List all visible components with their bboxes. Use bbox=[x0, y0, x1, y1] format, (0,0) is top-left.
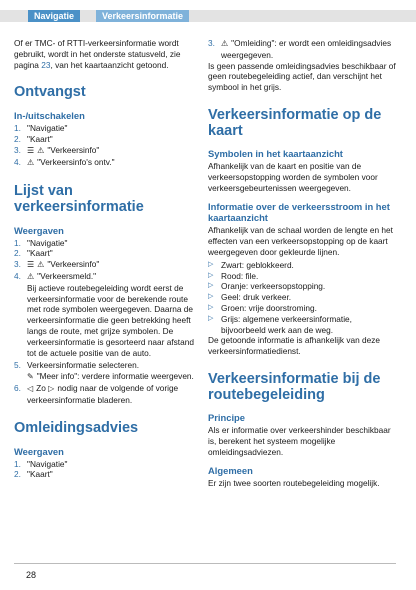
list-item: 2. "Kaart" bbox=[14, 134, 53, 145]
omleiding-steps bbox=[14, 459, 198, 481]
intro-paragraph: Of er TMC- of RTTI-verkeersinformatie wordt gebruikt, wordt in het onderste statusveld, zie pagina 23, van het kaartaanzicht getoond. bbox=[14, 38, 181, 70]
principe-paragraph: Als er informatie over verkeershinder beschikbaar is, berekent het systeem mogelijke omleidingsadviezen. bbox=[208, 424, 391, 457]
section-title-kaart: Verkeersinformatie op de kaart bbox=[208, 106, 382, 139]
list-item: 6. ◁ Zo ▷ nodig naar de volgende of vorige verkeersinformatie bladeren. bbox=[14, 382, 179, 405]
list-item: 5. Verkeersinformatie selecteren. bbox=[14, 360, 140, 371]
list-item: 2. "Kaart" bbox=[14, 248, 53, 259]
subheading-weergaven: Weergaven bbox=[14, 224, 64, 236]
lijst-steps-cont bbox=[14, 360, 198, 371]
previous-icon: ◁ bbox=[27, 383, 34, 393]
colour-legend-list bbox=[208, 260, 396, 336]
traffic-info-icon: ⚠ bbox=[37, 260, 45, 270]
traffic-message-icon: ⚠ bbox=[27, 271, 35, 281]
lijst-steps-end bbox=[14, 383, 198, 406]
info-icon: ✎ bbox=[27, 372, 34, 382]
footer-divider bbox=[14, 563, 396, 564]
list-item: ▷ Zwart: geblokkeerd. bbox=[208, 259, 294, 270]
list-item: ▷ Grijs: algemene verkeersinformatie, bijvoorbeeld werk aan de weg. bbox=[208, 313, 352, 335]
list-item: 3. ☰ ⚠ "Verkeersinfo" bbox=[14, 144, 100, 155]
list-item: 3. ⚠ "Omleiding": er wordt een omleidingsadvies weergegeven. bbox=[208, 38, 392, 60]
meer-info-line: ✎ "Meer info": verdere informatie weergeven. bbox=[27, 371, 194, 382]
list-item: 1. "Navigatie" bbox=[14, 458, 68, 469]
list-item: 4. ⚠ "Verkeersinfo's ontv." bbox=[14, 156, 115, 167]
section-title-ontvangst: Ontvangst bbox=[14, 84, 86, 101]
subheading-verkeersstroom: Informatie over de verkeersstroom in het kaartaanzicht bbox=[208, 201, 390, 224]
subheading-principe: Principe bbox=[208, 411, 245, 423]
header-tab-verkeersinformatie: Verkeersinformatie bbox=[96, 10, 189, 22]
section-title-routebegeleiding: Verkeersinformatie bij de routebegeleiding bbox=[208, 370, 381, 403]
right-column bbox=[208, 38, 396, 489]
left-column bbox=[14, 38, 198, 480]
lijst-paragraph: Bij actieve routebegeleiding wordt eerst de verkeersinformatie voor de berekende route met rode symbolen weergegeven. Daarna de verkeersinformatie die geen betrekking heeft langs de route, met grijze symbolen. De verkeersinformatie is gesorteerd naar afstand tot de actuele positie van de auto. bbox=[27, 282, 194, 358]
lijst-steps bbox=[14, 238, 198, 283]
section-title-omleiding: Omleidingsadvies bbox=[14, 419, 139, 436]
dienst-paragraph: De getoonde informatie is afhankelijk van deze verkeersinformatiedienst. bbox=[208, 335, 381, 357]
options-icon: ☰ bbox=[27, 260, 35, 270]
subheading-symbolen: Symbolen in het kaartaanzicht bbox=[208, 147, 343, 159]
traffic-info-icon: ⚠ bbox=[221, 39, 229, 48]
next-icon: ▷ bbox=[48, 383, 55, 393]
list-item: ▷ Oranje: verkeersopstopping. bbox=[208, 281, 326, 292]
algemeen-paragraph: Er zijn twee soorten routebegeleiding mogelijk. bbox=[208, 478, 380, 489]
section-title-lijst: Lijst van verkeersinformatie bbox=[14, 182, 144, 215]
verkeersstroom-paragraph: Afhankelijk van de schaal worden de lengte en het effecten van een verkeersopstopping op de kaart weergegeven door gekleurde lijnen. bbox=[208, 225, 393, 257]
page-header bbox=[0, 0, 416, 22]
subheading-in-uitschakelen: In-/uitschakelen bbox=[14, 110, 85, 122]
header-tab-navigatie: Navigatie bbox=[28, 10, 80, 22]
omleiding-paragraph: Is geen passende omleidingsadvies beschikbaar of geen routebegeleiding actief, dan verschijnt het symbool in het grijs. bbox=[208, 60, 396, 93]
subheading-algemeen: Algemeen bbox=[208, 465, 253, 477]
traffic-info-icon: ⚠ bbox=[37, 145, 45, 155]
list-item: 3. ☰ ⚠ "Verkeersinfo" bbox=[14, 259, 100, 270]
list-item: ▷ Geel: druk verkeer. bbox=[208, 292, 292, 303]
page-link[interactable]: 23 bbox=[41, 59, 51, 70]
page-number: 28 bbox=[26, 570, 37, 580]
options-icon: ☰ bbox=[27, 145, 35, 155]
list-item: 1. "Navigatie" bbox=[14, 123, 68, 134]
list-item: ▷ Groen: vrije doorstroming. bbox=[208, 302, 317, 313]
list-item: 4. ⚠ "Verkeersmeld." bbox=[14, 270, 97, 281]
ontvangst-steps bbox=[14, 123, 198, 168]
omleiding-steps-cont bbox=[208, 38, 396, 61]
symbolen-paragraph: Afhankelijk van de kaart en positie van de verkeersopstopping worden de symbolen voor verkeersgebeurtenissen weergegeven. bbox=[208, 160, 378, 193]
traffic-info-icon: ⚠ bbox=[27, 157, 35, 167]
list-item: 1. "Navigatie" bbox=[14, 237, 68, 248]
list-item: 2. "Kaart" bbox=[14, 469, 53, 480]
list-item: ▷ Rood: file. bbox=[208, 270, 259, 281]
subheading-weergaven-2: Weergaven bbox=[14, 445, 64, 457]
